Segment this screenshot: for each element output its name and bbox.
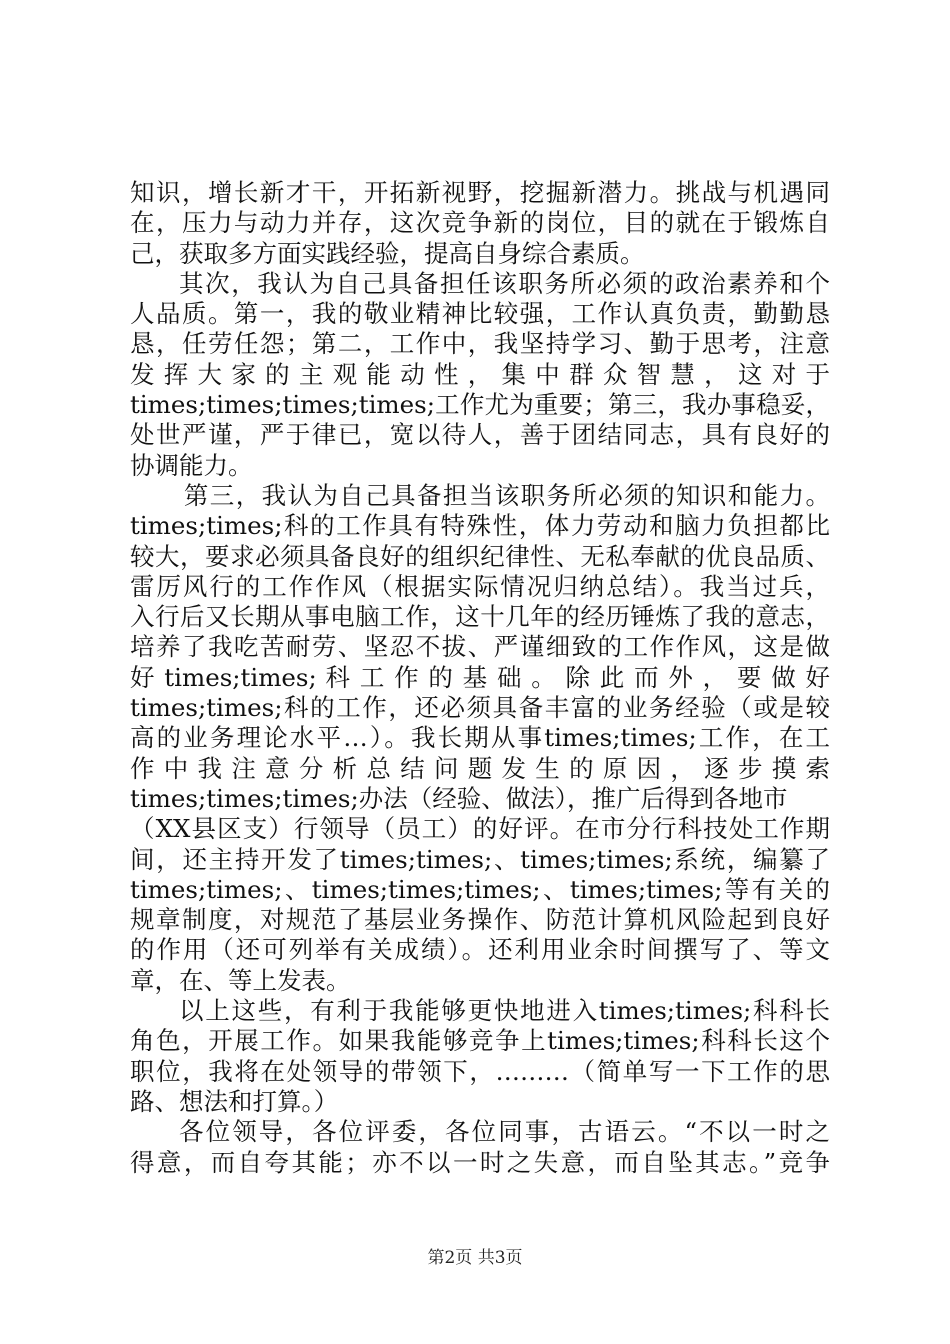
text-line: 第三，我认为自己具备担当该职务所必须的知识和能力。 — [183, 480, 830, 510]
text-line: 较大，要求必须具备良好的组织纪律性、无私奉献的优良品质、 — [130, 541, 830, 571]
page-footer: 第2页 共3页 — [427, 1248, 523, 1268]
text-line: 知识，增长新才干，开拓新视野，挖掘新潜力。挑战与机遇同 — [130, 178, 830, 207]
text-line: 得意，而自夸其能；亦不以一时之失意，而自坠其志。”竞争 — [130, 1147, 830, 1177]
text-line: 作 中 我 注 意 分 析 总 结 问 题 发 生 的 原 因 ， 逐 步 摸 索 — [130, 753, 830, 783]
text-line: 发 挥 大 家 的 主 观 能 动 性 ， 集 中 群 众 智 慧 ， 这 对 于 — [130, 359, 830, 389]
text-line: 在，压力与动力并存，这次竞争新的岗位，目的就在于锻炼自 — [130, 208, 830, 238]
text-line: 处世严谨，严于律已，宽以待人，善于团结同志，具有良好的 — [130, 420, 830, 450]
text-line: 的作用（还可列举有关成绩）。还利用业余时间撰写了、等文 — [130, 935, 830, 965]
text-line: 职位，我将在处领导的带领下，………（简单写一下工作的思 — [130, 1056, 830, 1086]
text-line: times;times;科的工作具有特殊性，体力劳动和脑力负担都比 — [130, 511, 830, 541]
text-line: 各位领导，各位评委，各位同事，古语云。“不以一时之 — [179, 1117, 830, 1147]
text-line: 规章制度，对规范了基层业务操作、防范计算机风险起到良好 — [130, 905, 830, 935]
text-line: 高的业务理论水平…）。我长期从事times;times;工作，在工 — [130, 723, 830, 753]
text-line: 培养了我吃苦耐劳、坚忍不拔、严谨细致的工作作风，这是做 — [130, 632, 830, 662]
text-line: times;times;、times;times;times;、times;times;等有关的 — [130, 874, 830, 904]
text-line: times;times;times;times;工作尤为重要；第三，我办事稳妥， — [130, 390, 830, 420]
text-line: 以上这些，有利于我能够更快地进入times;times;科科长 — [179, 996, 830, 1026]
text-line: 其次，我认为自己具备担任该职务所必须的政治素养和个 — [179, 268, 830, 298]
text-line: 路、想法和打算。） — [130, 1086, 339, 1116]
text-line: 角色，开展工作。如果我能够竞争上times;times;科科长这个 — [130, 1026, 830, 1056]
text-line: 人品质。第一，我的敬业精神比较强，工作认真负责，勤勤恳 — [130, 299, 830, 329]
text-line: 协调能力。 — [130, 450, 253, 480]
text-line: 好 times;times; 科 工 作 的 基 础 。 除 此 而 外 ， 要 做 好 — [130, 662, 830, 692]
text-line: 间，还主持开发了times;times;、times;times;系统，编纂了 — [130, 844, 830, 874]
body-text — [130, 178, 830, 1178]
text-line: times;times;科的工作，还必须具备丰富的业务经验（或是较 — [130, 693, 830, 723]
text-line: 己，获取多方面实践经验，提高自身综合素质。 — [130, 238, 645, 268]
text-line: 入行后又长期从事电脑工作，这十几年的经历锤炼了我的意志， — [130, 602, 830, 632]
text-line: 章，在、等上发表。 — [130, 965, 351, 995]
text-line: 雷厉风行的工作作风（根据实际情况归纳总结）。我当过兵， — [130, 571, 830, 601]
text-line: times;times;times;办法（经验、做法），推广后得到各地市 — [130, 783, 788, 813]
text-line: （XX县区支）行领导（员工）的好评。在市分行科技处工作期 — [130, 814, 830, 844]
text-line: 恳，任劳任怨；第二，工作中，我坚持学习、勤于思考，注意 — [130, 329, 830, 359]
